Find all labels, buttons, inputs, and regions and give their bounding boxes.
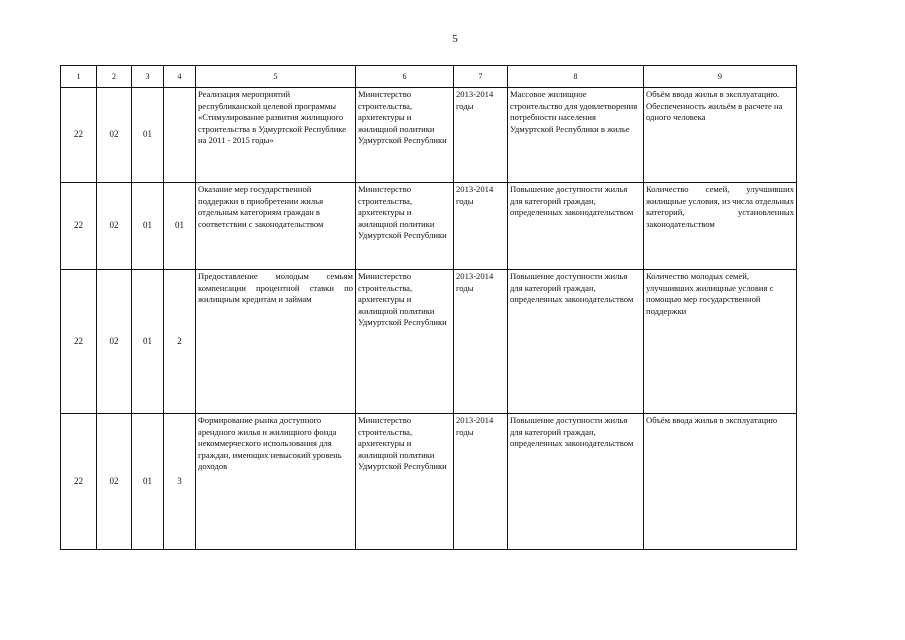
- code-cell: 01: [132, 270, 164, 414]
- code-cell: 02: [97, 88, 132, 183]
- code-cell: 3: [164, 414, 196, 550]
- column-header: 6: [356, 66, 454, 88]
- code-cell: 02: [97, 414, 132, 550]
- code-cell: 22: [61, 183, 97, 270]
- table-row: [61, 183, 797, 270]
- code-cell: 01: [132, 88, 164, 183]
- result-cell: Повышение доступности жилья для категорий граждан, определенных законодательством: [508, 270, 644, 414]
- table-row: [61, 88, 797, 183]
- code-cell: 01: [132, 183, 164, 270]
- column-header: 8: [508, 66, 644, 88]
- activity-cell: Формирование рынка доступного арендного жилья и жилищного фонда некоммерческого использования для граждан, имеющих невысокий уровень доходов: [196, 414, 356, 550]
- column-header: 9: [644, 66, 797, 88]
- responsible-cell: Министерство строительства, архитектуры и жилищной политики Удмуртской Республики: [356, 88, 454, 183]
- code-cell: 01: [164, 183, 196, 270]
- indicator-cell: Объём ввода жилья в эксплуатацию. Обеспеченность жильём в расчете на одного человека: [644, 88, 797, 183]
- column-header: 5: [196, 66, 356, 88]
- table-row: [61, 414, 797, 550]
- program-table: [60, 65, 797, 550]
- result-cell: Повышение доступности жилья для категорий граждан, определенных законодательством: [508, 183, 644, 270]
- code-cell: 02: [97, 270, 132, 414]
- code-cell: 01: [132, 414, 164, 550]
- responsible-cell: Министерство строительства, архитектуры и жилищной политики Удмуртской Республики: [356, 414, 454, 550]
- activity-cell: Предоставление молодым семьям компенсации процентной ставки по жилищным кредитам и займам: [196, 270, 356, 414]
- column-header: 2: [97, 66, 132, 88]
- column-header: 3: [132, 66, 164, 88]
- responsible-cell: Министерство строительства, архитектуры и жилищной политики Удмуртской Республики: [356, 183, 454, 270]
- indicator-cell: Количество молодых семей, улучшивших жилищные условия с помощью мер государственной поддержки: [644, 270, 797, 414]
- header-row: [61, 66, 797, 88]
- code-cell: 22: [61, 270, 97, 414]
- page-number: 5: [452, 33, 458, 45]
- column-header: 1: [61, 66, 97, 88]
- column-header: 7: [454, 66, 508, 88]
- code-cell: 02: [97, 183, 132, 270]
- period-cell: 2013-2014 годы: [454, 270, 508, 414]
- activity-cell: Реализация мероприятий республиканской целевой программы «Стимулирование развития жилищного строительства в Удмуртской Республике на 2011 - 2015 годы»: [196, 88, 356, 183]
- indicator-cell: Объём ввода жилья в эксплуатацию: [644, 414, 797, 550]
- code-cell: 22: [61, 88, 97, 183]
- column-header: 4: [164, 66, 196, 88]
- responsible-cell: Министерство строительства, архитектуры и жилищной политики Удмуртской Республики: [356, 270, 454, 414]
- indicator-cell: Количество семей, улучшивших жилищные условия, из числа отдельных категорий, установленных законодательством: [644, 183, 797, 270]
- code-cell: [164, 88, 196, 183]
- result-cell: Повышение доступности жилья для категорий граждан, определенных законодательством: [508, 414, 644, 550]
- table-row: [61, 270, 797, 414]
- period-cell: 2013-2014 годы: [454, 88, 508, 183]
- period-cell: 2013-2014 годы: [454, 414, 508, 550]
- period-cell: 2013-2014 годы: [454, 183, 508, 270]
- code-cell: 2: [164, 270, 196, 414]
- result-cell: Массовое жилищное строительство для удовлетворения потребности населения Удмуртской Республики в жилье: [508, 88, 644, 183]
- activity-cell: Оказание мер государственной поддержки в приобретении жилья отдельным категориям граждан в соответствии с законодательством: [196, 183, 356, 270]
- code-cell: 22: [61, 414, 97, 550]
